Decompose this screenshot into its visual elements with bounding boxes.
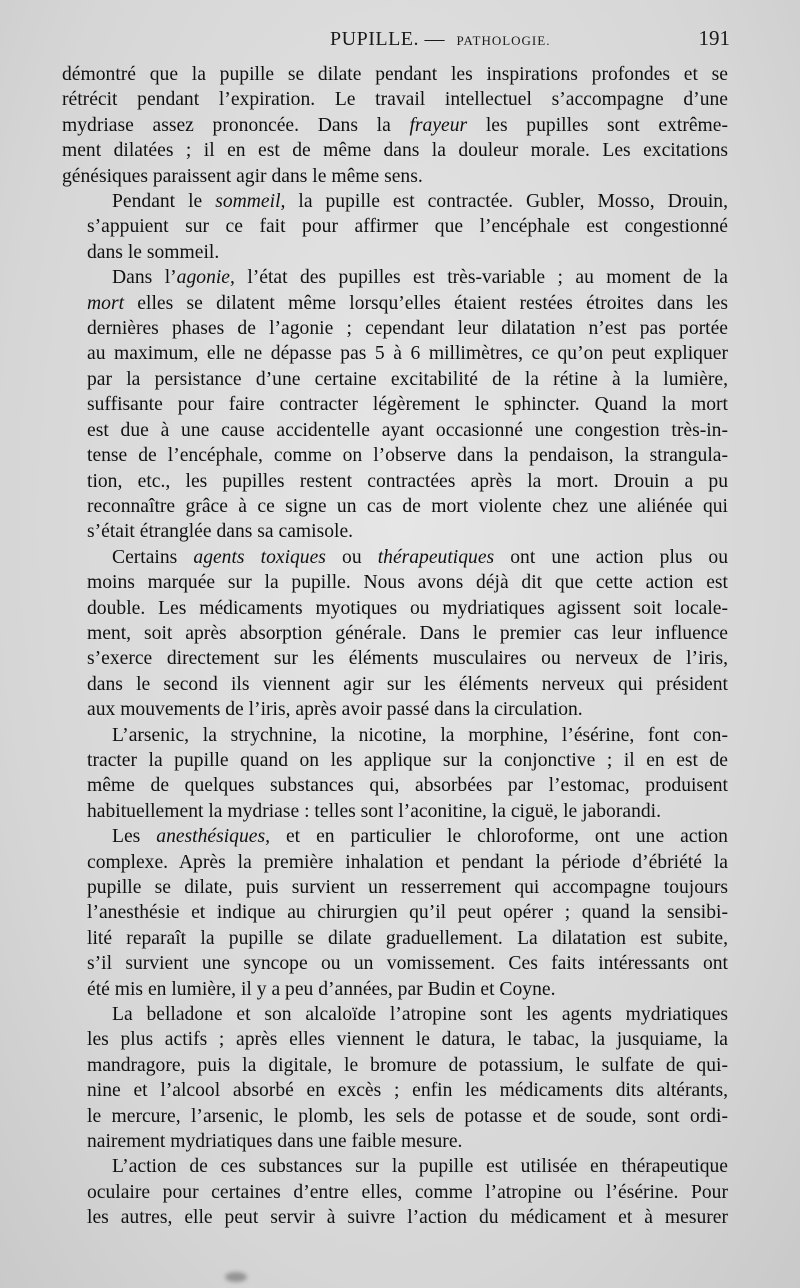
ink-smudge [225, 1272, 247, 1282]
running-head-separator: — [424, 28, 446, 50]
text-line: Pendant le sommeil, la pupille est contractée. Gubler, Mosso, Drouin, [112, 191, 728, 213]
text-line: L’action de ces substances sur la pupille est utilisée en thérapeutique [112, 1156, 728, 1178]
text-line: Certains agents toxiques ou thérapeutiques ont une action plus ou [112, 546, 729, 568]
text-line: s’était étranglée dans sa camisole. [87, 521, 354, 543]
paragraph [62, 545, 728, 723]
paragraph [62, 723, 728, 825]
text-line: oculaire pour certaines d’entre elles, comme l’atropine ou l’ésérine. Pour [87, 1181, 728, 1203]
text-line: ment, soit après absorption générale. Dans le premier cas leur influence [87, 622, 728, 644]
text-line: nairement mydriatiques dans une faible mesure. [87, 1131, 463, 1153]
paragraph [62, 1154, 728, 1230]
running-head-subtitle: PATHOLOGIE. [456, 33, 551, 48]
italic-text: agents toxiques [193, 546, 326, 568]
text-line: mort elles se dilatent même lorsqu’elles étaient restées étroites dans les [87, 292, 728, 314]
text-line: génésiques paraissent agir dans le même sens. [62, 165, 423, 187]
text-line: suffisante pour faire contracter légèrement le sphincter. Quand la mort [87, 394, 728, 416]
text-line: pupille se dilate, puis survient un resserrement qui accompagne toujours [87, 877, 728, 898]
text-line: complexe. Après la première inhalation et pendant la période d’ébriété la [87, 851, 728, 873]
text-line: La belladone et son alcaloïde l’atropine sont les agents mydriatiques [112, 1004, 728, 1026]
paragraph [62, 1002, 728, 1154]
text-line: le mercure, l’arsenic, le plomb, les sels de potasse et de soude, sont ordi- [87, 1105, 728, 1127]
text-line: rétrécit pendant l’expiration. Le travail intellectuel s’accompagne d’une [62, 89, 728, 111]
text-line: été mis en lumière, il y a peu d’années, par Budin et Coyne. [87, 978, 556, 1000]
text-line: dernières phases de l’agonie ; cependant leur dilatation n’est pas portée [87, 318, 728, 340]
text-line: double. Les médicaments myotiques ou mydriatiques agissent soit locale- [87, 597, 728, 619]
text-line: tracter la pupille quand on les applique sur la conjonctive ; il en est de [87, 749, 728, 771]
text-line: s’il survient une syncope ou un vomissement. Ces faits intéressants ont [87, 953, 728, 975]
text-line: s’exerce directement sur les éléments musculaires ou nerveux de l’iris, [87, 648, 728, 670]
text-line: mydriase assez prononcée. Dans la frayeur les pupilles sont extrême- [62, 114, 728, 136]
running-head [62, 28, 699, 51]
text-line: Les anesthésiques, et en particulier le chloroforme, ont une action [112, 826, 728, 848]
text-line: lité reparaît la pupille se dilate graduellement. La dilatation est subite, [87, 927, 728, 949]
text-line: habituellement la mydriase : telles sont l’aconitine, la ciguë, le jaborandi. [87, 800, 662, 822]
italic-text: mort [87, 292, 125, 314]
paragraph [62, 824, 728, 1002]
page-body [62, 62, 728, 1231]
text-line: s’appuient sur ce fait pour affirmer que l’encéphale est congestionné [87, 216, 728, 238]
text-line: aux mouvements de l’iris, après avoir passé dans la circulation. [87, 699, 583, 721]
italic-text: frayeur [409, 114, 468, 136]
text-line: Dans l’agonie, l’état des pupilles est très-variable ; au moment de la [112, 267, 728, 289]
italic-text: agonie, [176, 267, 235, 289]
running-head-title: PUPILLE. [330, 28, 420, 50]
text-line: l’anesthésie et indique au chirurgien qu’il peut opérer ; quand la sensibi- [87, 902, 728, 924]
italic-text: anesthésiques, [156, 826, 271, 848]
text-line: même de quelques substances qui, absorbées par l’estomac, produisent [87, 775, 728, 797]
text-line: dans le second ils viennent agir sur les éléments nerveux qui président [87, 673, 728, 695]
paragraph [62, 265, 728, 544]
paragraph [62, 62, 728, 189]
page-header [62, 26, 730, 56]
page-number: 191 [698, 26, 730, 50]
italic-text: thérapeutiques [377, 546, 495, 568]
text-line: est due à une cause accidentelle ayant occasionné une congestion très-in- [87, 419, 728, 441]
text-line: dans le sommeil. [87, 241, 220, 263]
paragraph [62, 189, 728, 265]
text-line: démontré que la pupille se dilate pendant les inspirations profondes et se [62, 64, 728, 85]
text-line: reconnaître grâce à ce signe un cas de mort violente chez une aliénée qui [87, 495, 728, 517]
text-line: nine et l’alcool absorbé en excès ; enfin les médicaments dits altérants, [87, 1080, 728, 1102]
text-line: moins marquée sur la pupille. Nous avons déjà dit que cette action est [87, 572, 728, 594]
text-line: par la persistance d’une certaine excitabilité de la rétine à la lumière, [87, 368, 728, 390]
text-line: tion, etc., les pupilles restent contractées après la mort. Drouin a pu [87, 470, 728, 492]
text-line: les plus actifs ; après elles viennent le datura, le tabac, la jusquiame, la [87, 1029, 728, 1051]
text-line: ment dilatées ; il en est de même dans la douleur morale. Les excitations [62, 140, 728, 162]
text-line: L’arsenic, la strychnine, la nicotine, la morphine, l’ésérine, font con- [112, 724, 728, 746]
text-line: mandragore, puis la digitale, le bromure de potassium, le sulfate de qui- [87, 1054, 728, 1076]
italic-text: sommeil, [215, 191, 286, 213]
text-line: les autres, elle peut servir à suivre l’action du médicament et à mesurer [87, 1207, 728, 1229]
text-line: tense de l’encéphale, comme on l’observe dans la pendaison, la strangula- [87, 445, 728, 467]
text-line: au maximum, elle ne dépasse pas 5 à 6 millimètres, ce qu’on peut expliquer [87, 343, 728, 365]
